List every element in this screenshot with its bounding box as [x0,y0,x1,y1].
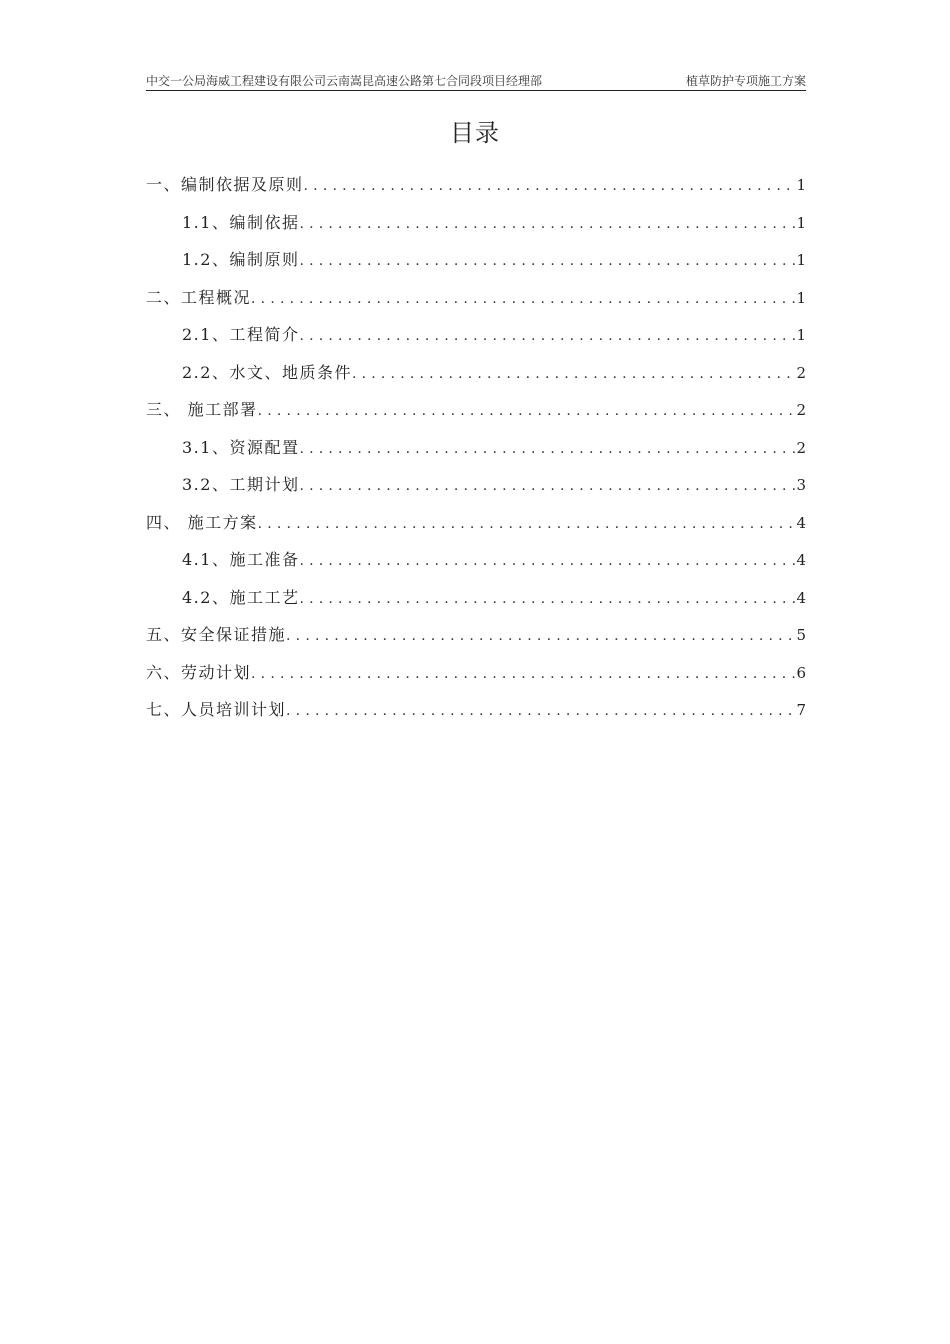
toc-entry-page: 3 [796,476,806,494]
toc-entry-label: 六、劳动计划 [146,662,252,682]
toc-entry-page: 4 [796,588,806,607]
table-of-contents [146,166,806,729]
toc-entry-page: 2 [796,401,806,419]
toc-entry-label: 三、 施工部署 [146,400,258,419]
toc-entry-label: 2.1、工程简介 [182,325,300,344]
toc-leader-dots [286,693,796,731]
toc-entry-page: 1 [796,288,806,307]
toc-leader-dots [286,618,796,656]
toc-entry-page: 1 [796,213,806,232]
toc-entry-label: 4.2、施工工艺 [182,587,300,607]
toc-leader-dots [304,168,797,206]
toc-leader-dots [299,468,796,506]
toc-entry-page: 1 [796,326,806,344]
toc-entry-page: 4 [796,513,806,532]
toc-entry-label: 七、人员培训计划 [146,700,287,719]
toc-entry[interactable] [146,579,806,617]
toc-entry-label: 四、 施工方案 [146,512,258,532]
toc-entry-page: 2 [796,438,806,457]
toc-leader-dots [258,506,797,544]
toc-entry[interactable] [146,691,806,729]
toc-entry[interactable] [146,616,806,654]
toc-leader-dots [352,356,797,394]
toc-entry-page: 7 [796,701,806,719]
toc-leader-dots [299,243,796,281]
toc-entry-label: 4.1、施工准备 [182,550,300,569]
toc-leader-dots [299,318,796,356]
toc-entry-page: 5 [796,626,806,644]
toc-entry-page: 2 [796,363,806,382]
toc-entry-page: 4 [796,551,806,569]
toc-entry-label: 3.1、资源配置 [182,437,300,457]
toc-leader-dots [299,543,796,581]
header-document-title: 植草防护专项施工方案 [685,74,806,88]
toc-entry-page: 1 [796,176,806,194]
toc-entry[interactable] [146,279,806,317]
toc-leader-dots [251,281,796,319]
page-header [146,72,806,91]
page-title: 目录 [450,119,500,147]
toc-leader-dots [299,206,796,244]
toc-leader-dots [251,656,796,694]
toc-entry[interactable] [146,429,806,467]
toc-entry[interactable] [146,354,806,392]
toc-entry[interactable] [146,204,806,242]
toc-entry[interactable] [146,541,806,579]
toc-entry-label: 1.1、编制依据 [182,212,300,232]
toc-entry-label: 一、编制依据及原则 [146,175,304,194]
toc-entry[interactable] [146,466,806,504]
toc-entry[interactable] [146,654,806,692]
toc-leader-dots [299,431,796,469]
toc-entry[interactable] [146,241,806,279]
toc-entry-page: 1 [796,251,806,269]
toc-entry[interactable] [146,391,806,429]
toc-leader-dots [258,393,797,431]
toc-entry-label: 二、工程概况 [146,287,252,307]
toc-entry-label: 3.2、工期计划 [182,475,300,494]
toc-entry[interactable] [146,504,806,542]
toc-entry-page: 6 [796,663,806,682]
toc-leader-dots [299,581,796,619]
toc-entry-label: 五、安全保证措施 [146,625,287,644]
toc-entry[interactable] [146,316,806,354]
toc-entry-label: 2.2、水文、地质条件 [182,362,352,382]
header-company: 中交一公局海威工程建设有限公司云南嵩昆高速公路第七合同段项目经理部 [146,74,543,88]
toc-entry-label: 1.2、编制原则 [182,250,300,269]
toc-entry[interactable] [146,166,806,204]
